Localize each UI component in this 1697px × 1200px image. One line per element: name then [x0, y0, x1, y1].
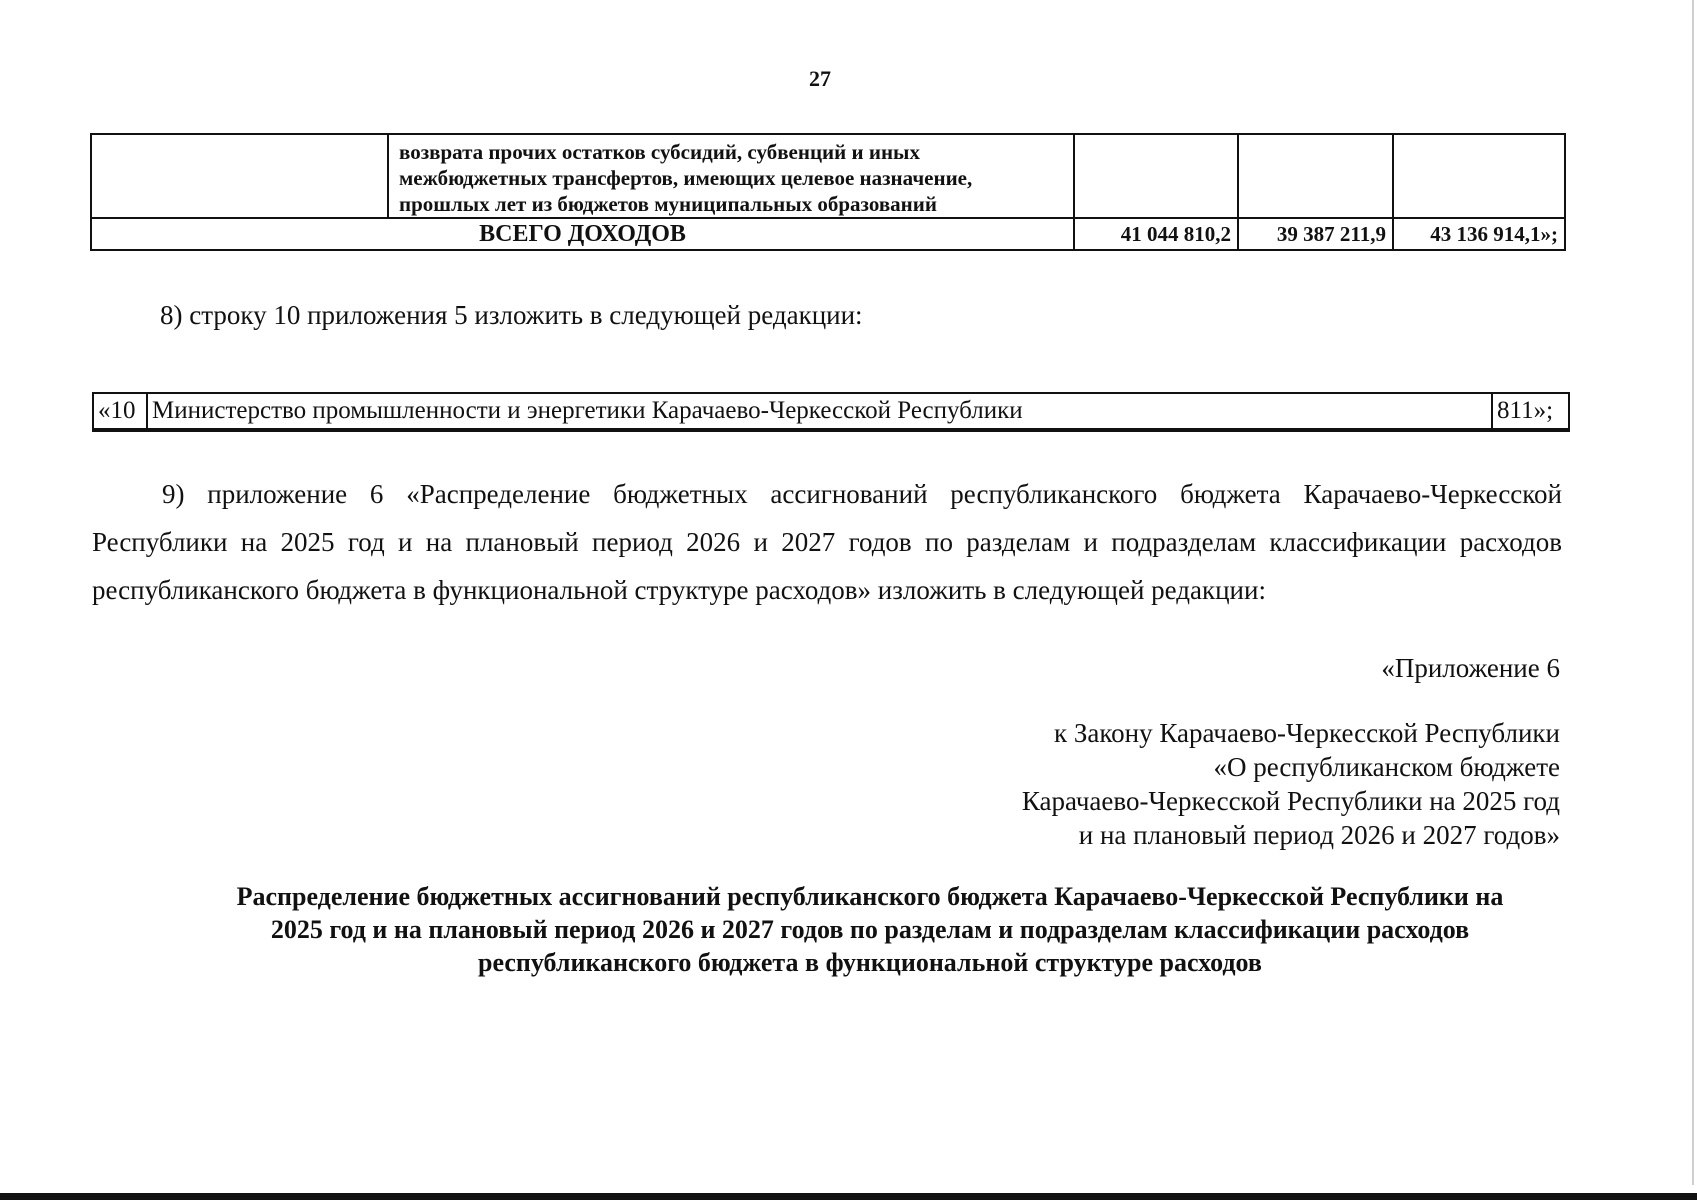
table-row [93, 393, 1569, 430]
item-8-paragraph: 8) строку 10 приложения 5 изложить в следующей редакции: [160, 300, 863, 330]
approval-line: «О республиканском бюджете [1213, 752, 1560, 782]
table-cell-value-2025 [1074, 134, 1238, 218]
scan-edge-line [1692, 0, 1694, 1185]
ministry-name: Министерство промышленности и энергетики Карачаево-Черкесской Республики [147, 393, 1492, 430]
item-9-paragraph [92, 470, 1562, 614]
total-2027: 43 136 914,1»; [1393, 218, 1565, 250]
revenue-table [90, 133, 1566, 251]
description-line: межбюджетных трансфертов, имеющих целевое назначение, [399, 166, 973, 190]
table-cell-description [388, 134, 1074, 218]
table-cell-value-2027 [1393, 134, 1565, 218]
ministry-table [92, 392, 1570, 432]
description-line: возврата прочих остатков субсидий, субвенций и иных [399, 140, 920, 164]
approval-line: и на плановый период 2026 и 2027 годов» [1078, 820, 1560, 850]
table-cell-value-2026 [1238, 134, 1393, 218]
scan-bottom-border [0, 1193, 1697, 1200]
ministry-number: «10 [93, 393, 147, 430]
table-cell-code [91, 134, 388, 218]
ministry-code: 811»; [1492, 393, 1569, 430]
total-row [91, 218, 1565, 250]
total-2026: 39 387 211,9 [1238, 218, 1393, 250]
page-number: 27 [809, 66, 831, 91]
item-9-text: 9) приложение 6 «Распределение бюджетных ассигнований республиканского бюджета Карачаево-Черкесской Республики на 2025 год и на плановый период 2026 и 2027 годов по разделам и подразделам классификации расходов республиканского бюджета в функциональной структуре расходов» изложить в следующей редакции: [92, 479, 1562, 605]
approval-line: Карачаево-Черкесской Республики на 2025 год [1021, 786, 1560, 816]
approval-block [900, 716, 1560, 852]
approval-line: к Закону Карачаево-Черкесской Республики [1054, 718, 1560, 748]
total-label: ВСЕГО ДОХОДОВ [91, 218, 1074, 250]
description-line: прошлых лет из бюджетов муниципальных образований [399, 192, 937, 216]
title-line: Распределение бюджетных ассигнований республиканского бюджета Карачаево-Черкесской Республики на [236, 882, 1504, 911]
appendix-heading: «Приложение 6 [1381, 653, 1560, 683]
table-row [91, 134, 1565, 218]
title-line: 2025 год и на плановый период 2026 и 2027 годов по разделам и подразделам классификации расходов [270, 915, 1470, 944]
total-2025: 41 044 810,2 [1074, 218, 1238, 250]
document-title [160, 880, 1580, 979]
title-line: республиканского бюджета в функциональной структуре расходов [478, 948, 1262, 977]
